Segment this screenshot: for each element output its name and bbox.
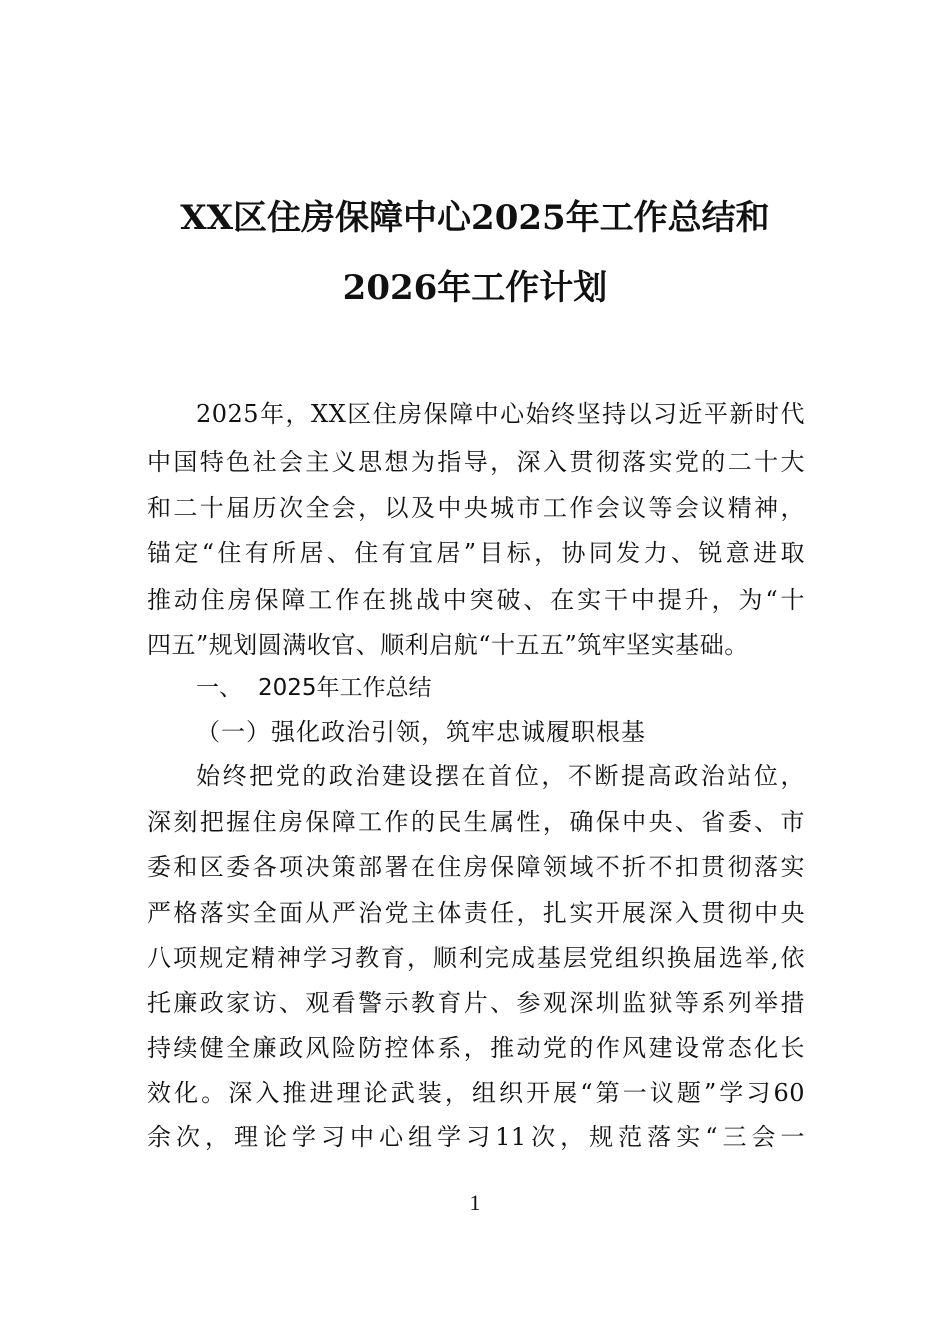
body-line: 委和区委各项决策部署在住房保障领域不折不扣贯彻落实 <box>147 853 805 881</box>
intro-line: 推动住房保障工作在挑战中突破、在实干中提升，为“十 <box>147 586 805 614</box>
document-title-line-1: XX区住房保障中心2025年工作总结和 <box>180 198 770 238</box>
intro-line: 和二十届历次全会，以及中央城市工作会议等会议精神， <box>147 494 805 522</box>
document-title-line-2: 2026年工作计划 <box>342 268 608 308</box>
body-line: 持续健全廉政风险防控体系，推动党的作风建设常态化长 <box>147 1034 805 1062</box>
intro-line: 锚定“住有所居、住有宜居”目标，协同发力、锐意进取 <box>147 539 805 567</box>
body-line: 效化。深入推进理论武装，组织开展“第一议题”学习60 <box>147 1079 805 1107</box>
subsection-heading-1: （一）强化政治引领，筑牢忠诚履职根基 <box>196 718 646 746</box>
section-heading-1 <box>196 670 432 706</box>
intro-line: 中国特色社会主义思想为指导，深入贯彻落实党的二十大 <box>147 448 805 476</box>
body-line: 严格落实全面从严治党主体责任，扎实开展深入贯彻中央 <box>147 899 805 927</box>
section-number: 一、 <box>196 675 242 701</box>
intro-line: 四五”规划圆满收官、顺利启航“十五五”筑牢坚实基础。 <box>147 631 749 659</box>
body-line: 始终把党的政治建设摆在首位，不断提高政治站位， <box>196 762 805 790</box>
body-line: 余次，理论学习中心组学习11次，规范落实“三会一 <box>147 1123 805 1151</box>
body-line: 深刻把握住房保障工作的民生属性，确保中央、省委、市 <box>147 808 805 836</box>
body-line: 托廉政家访、观看警示教育片、参观深圳监狱等系列举措 <box>147 989 805 1017</box>
page-number: 1 <box>469 1190 481 1215</box>
body-line: 八项规定精神学习教育，顺利完成基层党组织换届选举,依 <box>147 944 805 972</box>
section-title: 2025年工作总结 <box>258 675 432 701</box>
intro-line: 2025年，XX区住房保障中心始终坚持以习近平新时代 <box>196 400 805 428</box>
